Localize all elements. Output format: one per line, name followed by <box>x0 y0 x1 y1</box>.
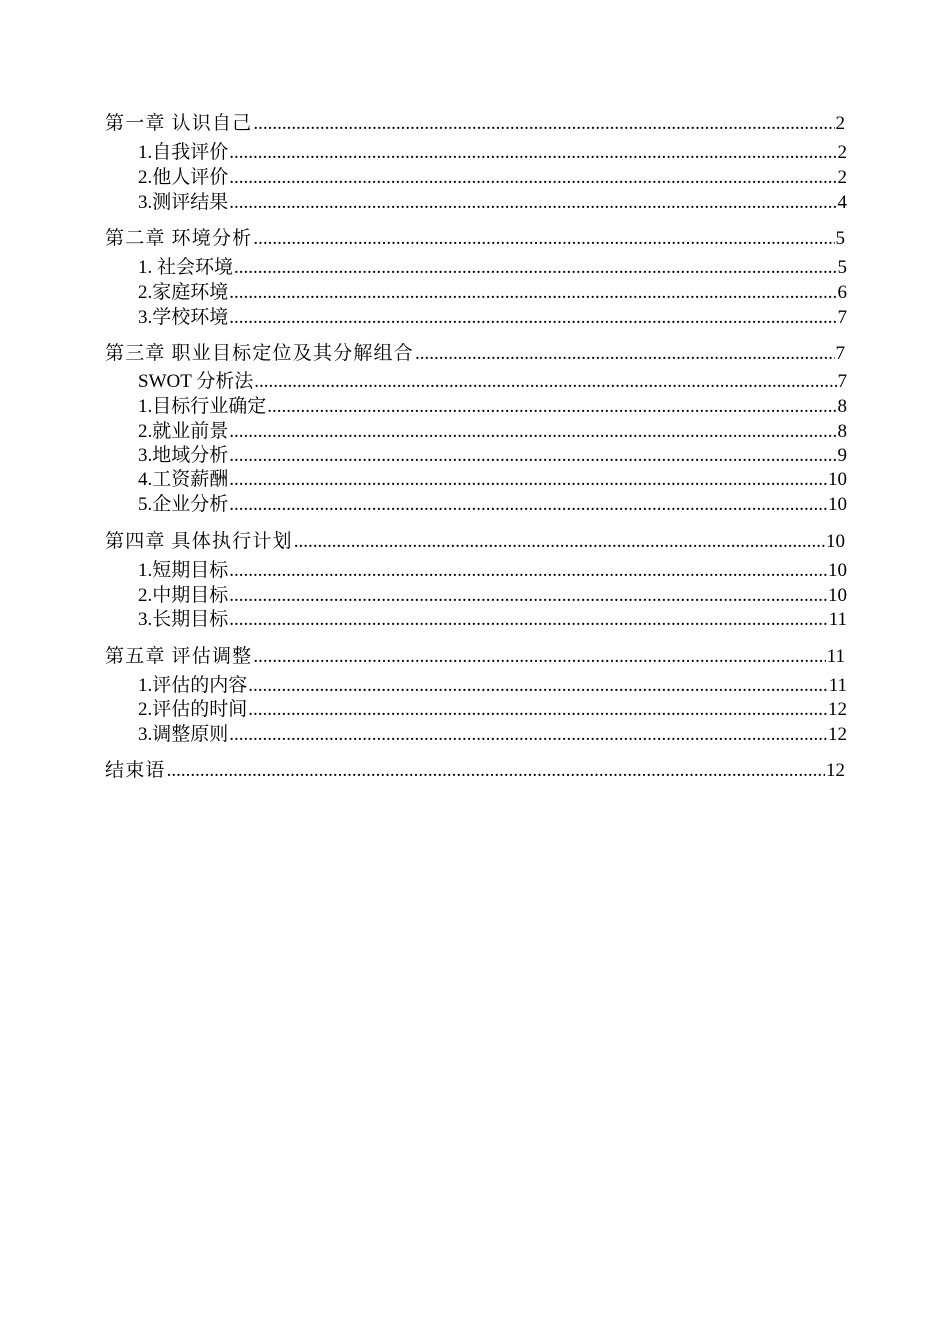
toc-section[interactable] <box>138 698 847 722</box>
dot-leader <box>248 698 827 722</box>
dot-leader <box>167 759 825 783</box>
toc-page-number: 4 <box>837 192 847 213</box>
toc-page-number: 11 <box>828 609 847 630</box>
toc-chapter-5[interactable] <box>105 645 845 669</box>
dot-leader <box>253 645 825 669</box>
dot-leader <box>253 227 834 251</box>
toc-section[interactable] <box>138 395 847 419</box>
toc-section[interactable] <box>138 256 847 280</box>
toc-page-number: 6 <box>837 282 847 303</box>
toc-section[interactable] <box>138 468 847 492</box>
toc-page-number: 10 <box>828 469 847 490</box>
toc-page-number: 12 <box>828 724 847 745</box>
toc-chapter-1[interactable] <box>105 112 845 136</box>
dot-leader <box>267 395 836 419</box>
dot-leader <box>229 141 836 165</box>
toc-label: 1. 社会环境 <box>138 257 234 278</box>
toc-page-number: 12 <box>828 699 847 720</box>
toc-page-number: 2 <box>837 167 847 188</box>
toc-page-number: 8 <box>837 421 847 442</box>
toc-label: 3.地域分析 <box>138 445 229 466</box>
dot-leader <box>229 420 836 444</box>
toc-section[interactable] <box>138 674 847 698</box>
toc-label: 1.评估的内容 <box>138 675 248 696</box>
toc-label: 1.短期目标 <box>138 560 229 581</box>
toc-section[interactable] <box>138 559 847 583</box>
toc-label: 2.评估的时间 <box>138 699 248 720</box>
toc-page-number: 7 <box>837 371 847 392</box>
toc-label: 3.调整原则 <box>138 724 229 745</box>
dot-leader <box>234 256 836 280</box>
toc-label: 3.长期目标 <box>138 609 229 630</box>
toc-section[interactable] <box>138 370 847 394</box>
dot-leader <box>229 559 827 583</box>
toc-label: 第五章 评估调整 <box>105 646 253 667</box>
toc-section[interactable] <box>138 141 847 165</box>
toc-page-number: 9 <box>837 445 847 466</box>
toc-page-number: 10 <box>828 494 847 515</box>
toc-label: 3.测评结果 <box>138 192 229 213</box>
toc-label: 3.学校环境 <box>138 307 229 328</box>
toc-page-number: 5 <box>835 228 845 249</box>
dot-leader <box>229 191 836 215</box>
toc-section[interactable] <box>138 166 847 190</box>
toc-page-number: 2 <box>835 113 845 134</box>
toc-page-number: 10 <box>826 531 845 552</box>
toc-section[interactable] <box>138 281 847 305</box>
dot-leader <box>229 444 836 468</box>
toc-label: 4.工资薪酬 <box>138 469 229 490</box>
dot-leader <box>248 674 827 698</box>
toc-page-number: 10 <box>828 585 847 606</box>
toc-label: 2.家庭环境 <box>138 282 229 303</box>
toc-label: 第三章 职业目标定位及其分解组合 <box>105 343 414 364</box>
toc-page-number: 11 <box>828 675 847 696</box>
dot-leader <box>229 166 836 190</box>
toc-chapter-4[interactable] <box>105 530 845 554</box>
dot-leader <box>415 342 835 366</box>
toc-section[interactable] <box>138 444 847 468</box>
dot-leader <box>229 281 836 305</box>
toc-chapter-3[interactable] <box>105 342 845 366</box>
toc-label: 结束语 <box>105 760 166 781</box>
toc-section[interactable] <box>138 420 847 444</box>
toc-section[interactable] <box>138 306 847 330</box>
toc-section[interactable] <box>138 584 847 608</box>
toc-conclusion[interactable] <box>105 759 845 783</box>
toc-page-number: 12 <box>826 760 845 781</box>
toc-label: 第二章 环境分析 <box>105 228 253 249</box>
toc-page-number: 10 <box>828 560 847 581</box>
dot-leader <box>229 468 827 492</box>
toc-page-number: 8 <box>837 396 847 417</box>
dot-leader <box>229 584 827 608</box>
toc-page-number: 7 <box>835 343 845 364</box>
dot-leader <box>294 530 825 554</box>
toc-section[interactable] <box>138 723 847 747</box>
dot-leader <box>229 723 827 747</box>
toc-section[interactable] <box>138 608 847 632</box>
toc-label: 5.企业分析 <box>138 494 229 515</box>
toc-chapter-2[interactable] <box>105 227 845 251</box>
toc-label: 第一章 认识自己 <box>105 113 253 134</box>
dot-leader <box>254 370 836 394</box>
toc-page-number: 5 <box>837 257 847 278</box>
dot-leader <box>229 608 827 632</box>
toc-label: 1.自我评价 <box>138 142 229 163</box>
toc-label: 第四章 具体执行计划 <box>105 531 293 552</box>
toc-page-number: 11 <box>826 646 845 667</box>
toc-label: 2.中期目标 <box>138 585 229 606</box>
toc-label: 1.目标行业确定 <box>138 396 267 417</box>
toc-section[interactable] <box>138 493 847 517</box>
dot-leader <box>229 493 827 517</box>
toc-page-number: 2 <box>837 142 847 163</box>
toc-label: 2.就业前景 <box>138 421 229 442</box>
dot-leader <box>253 112 834 136</box>
dot-leader <box>229 306 836 330</box>
toc-label: 2.他人评价 <box>138 167 229 188</box>
toc-section[interactable] <box>138 191 847 215</box>
toc-label: SWOT 分析法 <box>138 371 254 392</box>
toc-page-number: 7 <box>837 307 847 328</box>
